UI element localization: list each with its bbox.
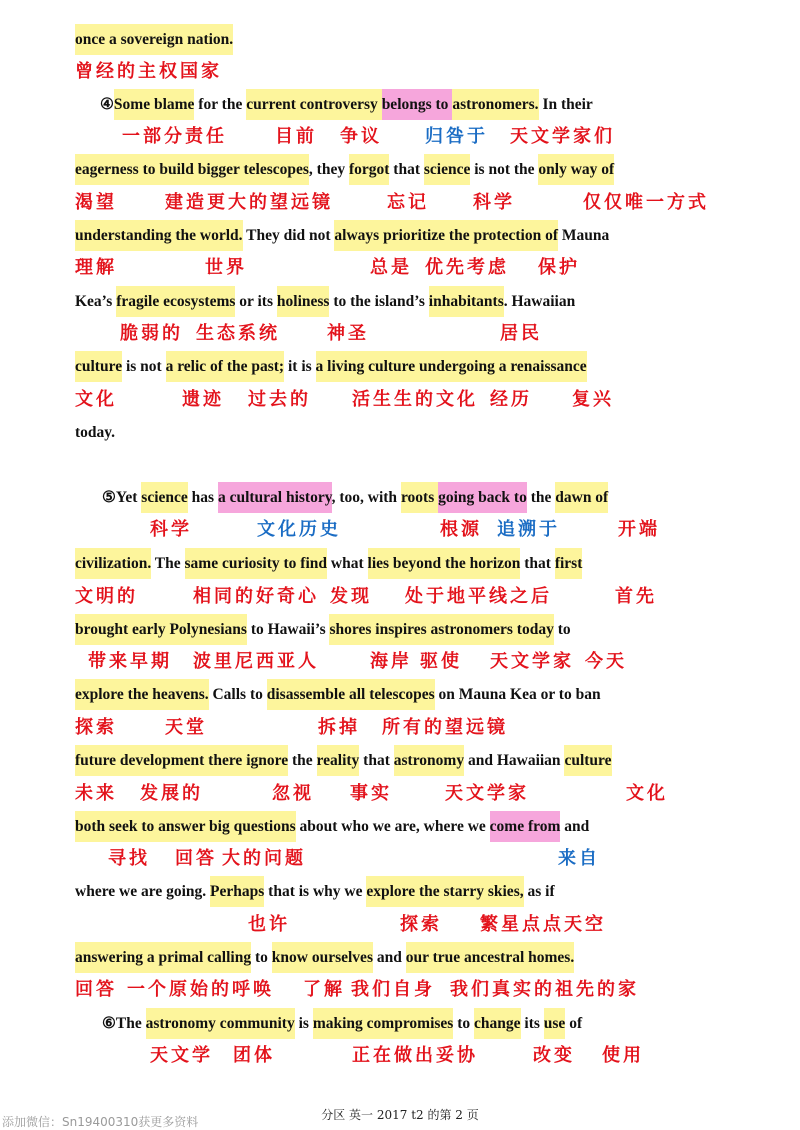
chinese-annotation: 忽视 bbox=[272, 783, 314, 804]
text-segment: a cultural history bbox=[218, 482, 332, 513]
annotation-row bbox=[0, 388, 800, 412]
text-segment: disassemble all telescopes bbox=[267, 679, 435, 710]
chinese-annotation: 遗迹 bbox=[182, 389, 224, 410]
text-segment: and bbox=[372, 949, 406, 966]
text-segment: as if bbox=[523, 883, 555, 900]
text-segment: come from bbox=[490, 811, 561, 842]
chinese-annotation: 拆掉 bbox=[318, 717, 360, 738]
text-segment: explore the heavens. bbox=[75, 679, 209, 710]
text-segment: a living culture undergoing a renaissance bbox=[316, 351, 587, 382]
chinese-annotation: 天堂 bbox=[165, 717, 207, 738]
annotation-row bbox=[0, 716, 800, 740]
annotation-row bbox=[0, 847, 800, 871]
chinese-annotation: 追溯于 bbox=[497, 519, 560, 540]
text-segment: always prioritize the protection of bbox=[334, 220, 558, 251]
annotation-row bbox=[0, 978, 800, 1002]
watermark-text: 添加微信：Sn19400310获更多资料 bbox=[2, 1115, 199, 1129]
text-segment: to the island’s bbox=[329, 293, 429, 310]
text-segment: change bbox=[474, 1008, 521, 1039]
text-segment: and bbox=[560, 818, 590, 835]
text-segment: The bbox=[151, 555, 185, 572]
text-line bbox=[75, 942, 574, 974]
chinese-annotation: 波里尼西亚人 bbox=[193, 651, 319, 672]
chinese-annotation: 保护 bbox=[538, 257, 580, 278]
text-segment: culture bbox=[564, 745, 611, 776]
text-segment: holiness bbox=[277, 286, 330, 317]
text-segment: is not the bbox=[470, 161, 539, 178]
text-segment: belongs to bbox=[382, 89, 453, 120]
chinese-annotation: 回答 bbox=[75, 979, 117, 1000]
text-segment: culture bbox=[75, 351, 122, 382]
chinese-annotation: 使用 bbox=[602, 1045, 644, 1066]
text-segment: fragile ecosystems bbox=[116, 286, 235, 317]
chinese-annotation: 探索 bbox=[400, 914, 442, 935]
annotation-row bbox=[0, 518, 800, 542]
text-segment: today. bbox=[75, 424, 116, 441]
text-segment: our true ancestral homes. bbox=[406, 942, 574, 973]
text-segment: to bbox=[453, 1015, 475, 1032]
text-segment: lies beyond the horizon bbox=[368, 548, 521, 579]
chinese-annotation: 科学 bbox=[473, 192, 515, 213]
text-segment: about who we are, where we bbox=[295, 818, 490, 835]
chinese-annotation: 海岸 bbox=[370, 651, 412, 672]
annotation-row bbox=[0, 60, 800, 84]
chinese-annotation: 也许 bbox=[248, 914, 290, 935]
text-segment: is not bbox=[122, 358, 166, 375]
text-segment: ⑥The bbox=[102, 1015, 146, 1032]
text-segment: Some blame bbox=[114, 89, 195, 120]
chinese-annotation: 建造更大的望远镜 bbox=[165, 192, 333, 213]
text-segment: going back to bbox=[438, 482, 527, 513]
text-segment: first bbox=[555, 548, 583, 579]
text-segment: to Hawaii’s bbox=[246, 621, 330, 638]
chinese-annotation: 了解 bbox=[303, 979, 345, 1000]
text-line bbox=[102, 1008, 582, 1040]
text-segment: ⑤Yet bbox=[102, 489, 142, 506]
text-segment: science bbox=[141, 482, 187, 513]
text-segment: same curiosity to find bbox=[185, 548, 328, 579]
chinese-annotation: 科学 bbox=[150, 519, 192, 540]
chinese-annotation: 文明的 bbox=[75, 586, 138, 607]
chinese-annotation: 天文学家 bbox=[490, 651, 574, 672]
annotation-row bbox=[0, 322, 800, 346]
chinese-annotation: 天文学家 bbox=[445, 783, 529, 804]
text-segment: current controversy bbox=[246, 89, 381, 120]
text-line bbox=[75, 679, 601, 711]
text-segment: future development there ignore bbox=[75, 745, 288, 776]
text-segment: only way of bbox=[538, 154, 614, 185]
text-segment: astronomy community bbox=[146, 1008, 295, 1039]
text-segment: shores inspires astronomers today bbox=[329, 614, 553, 645]
chinese-annotation: 总是 bbox=[370, 257, 412, 278]
chinese-annotation: 带来早期 bbox=[88, 651, 172, 672]
chinese-annotation: 我们真实的祖先的家 bbox=[450, 979, 639, 1000]
text-line bbox=[75, 24, 233, 56]
annotation-row bbox=[0, 256, 800, 280]
chinese-annotation: 事实 bbox=[350, 783, 392, 804]
text-segment: it is bbox=[284, 358, 316, 375]
chinese-annotation: 未来 bbox=[75, 783, 117, 804]
text-segment: what bbox=[327, 555, 368, 572]
text-segment: to bbox=[553, 621, 571, 638]
text-segment: inhabitants bbox=[429, 286, 504, 317]
chinese-annotation: 天文学家们 bbox=[510, 126, 615, 147]
annotation-row bbox=[0, 913, 800, 937]
chinese-annotation: 发现 bbox=[330, 586, 372, 607]
text-segment: or its bbox=[235, 293, 277, 310]
chinese-annotation: 世界 bbox=[205, 257, 247, 278]
chinese-annotation: 正在做出妥协 bbox=[352, 1045, 478, 1066]
chinese-annotation: 天文学 bbox=[150, 1045, 213, 1066]
text-segment: its bbox=[520, 1015, 544, 1032]
chinese-annotation: 优先考虑 bbox=[425, 257, 509, 278]
text-segment: Mauna bbox=[557, 227, 610, 244]
chinese-annotation: 我们自身 bbox=[351, 979, 435, 1000]
chinese-annotation: 开端 bbox=[618, 519, 660, 540]
text-line bbox=[100, 89, 593, 121]
chinese-annotation: 回答 bbox=[175, 848, 217, 869]
chinese-annotation: 仅仅唯一方式 bbox=[583, 192, 709, 213]
text-line bbox=[75, 351, 587, 383]
chinese-annotation: 今天 bbox=[585, 651, 627, 672]
chinese-annotation: 曾经的主权国家 bbox=[75, 61, 222, 82]
text-segment: They did not bbox=[242, 227, 335, 244]
chinese-annotation: 所有的望远镜 bbox=[382, 717, 508, 738]
chinese-annotation: 理解 bbox=[75, 257, 117, 278]
chinese-annotation: 来自 bbox=[558, 848, 600, 869]
annotation-row bbox=[0, 585, 800, 609]
chinese-annotation: 活生生的文化 bbox=[352, 389, 478, 410]
text-line bbox=[75, 154, 614, 186]
text-segment: the bbox=[526, 489, 556, 506]
chinese-annotation: 一个原始的呼唤 bbox=[127, 979, 274, 1000]
chinese-annotation: 首先 bbox=[615, 586, 657, 607]
text-segment: and Hawaiian bbox=[464, 752, 565, 769]
text-segment: Calls to bbox=[208, 686, 267, 703]
text-segment: forgot bbox=[349, 154, 389, 185]
text-segment: In their bbox=[538, 96, 593, 113]
text-segment: that bbox=[359, 752, 394, 769]
text-segment: of bbox=[565, 1015, 583, 1032]
chinese-annotation: 文化 bbox=[75, 389, 117, 410]
text-line bbox=[102, 482, 608, 514]
text-segment: roots bbox=[401, 482, 438, 513]
text-segment: use bbox=[544, 1008, 566, 1039]
chinese-annotation: 相同的好奇心 bbox=[193, 586, 319, 607]
text-line bbox=[75, 220, 609, 252]
paragraph-number: ④ bbox=[100, 96, 114, 113]
text-segment: a relic of the past; bbox=[166, 351, 285, 382]
text-segment: know ourselves bbox=[272, 942, 373, 973]
chinese-annotation: 文化 bbox=[626, 783, 668, 804]
chinese-annotation: 忘记 bbox=[387, 192, 429, 213]
text-segment: understanding the world. bbox=[75, 220, 243, 251]
annotation-row bbox=[0, 782, 800, 806]
chinese-annotation: 一部分责任 bbox=[122, 126, 227, 147]
text-segment: civilization. bbox=[75, 548, 151, 579]
text-line bbox=[75, 286, 575, 318]
chinese-annotation: 经历 bbox=[490, 389, 532, 410]
text-line bbox=[75, 811, 589, 843]
chinese-annotation: 复兴 bbox=[572, 389, 614, 410]
text-segment: Perhaps bbox=[210, 876, 264, 907]
text-segment: that is why we bbox=[264, 883, 367, 900]
text-segment: the bbox=[288, 752, 317, 769]
text-segment: , they bbox=[308, 161, 349, 178]
text-segment: once a sovereign nation. bbox=[75, 24, 233, 55]
annotation-row bbox=[0, 1044, 800, 1068]
chinese-annotation: 归咎于 bbox=[425, 126, 488, 147]
text-segment: . Hawaiian bbox=[503, 293, 576, 310]
chinese-annotation: 驱使 bbox=[420, 651, 462, 672]
chinese-annotation: 团体 bbox=[233, 1045, 275, 1066]
text-segment: is bbox=[294, 1015, 313, 1032]
chinese-annotation: 目前 bbox=[275, 126, 317, 147]
text-line bbox=[75, 745, 612, 777]
chinese-annotation: 探索 bbox=[75, 717, 117, 738]
chinese-annotation: 寻找 bbox=[108, 848, 150, 869]
chinese-annotation: 大的问题 bbox=[222, 848, 306, 869]
text-segment: astronomy bbox=[394, 745, 464, 776]
text-segment: on Mauna Kea or to ban bbox=[434, 686, 601, 703]
text-segment: , too, with bbox=[331, 489, 401, 506]
chinese-annotation: 渴望 bbox=[75, 192, 117, 213]
chinese-annotation: 居民 bbox=[500, 323, 542, 344]
text-segment: explore the starry skies, bbox=[366, 876, 523, 907]
annotation-row bbox=[0, 191, 800, 215]
text-segment: reality bbox=[317, 745, 360, 776]
chinese-annotation: 生态系统 bbox=[196, 323, 280, 344]
text-segment: brought early Polynesians bbox=[75, 614, 247, 645]
chinese-annotation: 争议 bbox=[340, 126, 382, 147]
text-line bbox=[75, 614, 571, 646]
chinese-annotation: 改变 bbox=[533, 1045, 575, 1066]
text-segment: answering a primal calling bbox=[75, 942, 251, 973]
chinese-annotation: 文化历史 bbox=[257, 519, 341, 540]
text-segment: that bbox=[520, 555, 555, 572]
text-segment: both seek to answer big questions bbox=[75, 811, 296, 842]
text-segment: for the bbox=[194, 96, 247, 113]
chinese-annotation: 根源 bbox=[440, 519, 482, 540]
text-segment: where we are going. bbox=[75, 883, 211, 900]
page-footer: 分区 英一 2017 t2 的第 2 页 bbox=[321, 1108, 479, 1122]
annotation-row bbox=[0, 125, 800, 149]
chinese-annotation: 处于地平线之后 bbox=[405, 586, 552, 607]
text-line bbox=[75, 876, 555, 908]
text-line bbox=[75, 548, 582, 580]
text-segment: has bbox=[187, 489, 218, 506]
chinese-annotation: 过去的 bbox=[248, 389, 311, 410]
annotation-row bbox=[0, 650, 800, 674]
chinese-annotation: 发展的 bbox=[140, 783, 203, 804]
text-segment: to bbox=[251, 949, 272, 966]
chinese-annotation: 脆弱的 bbox=[120, 323, 183, 344]
text-segment: eagerness to build bigger telescopes bbox=[75, 154, 309, 185]
text-segment: science bbox=[424, 154, 470, 185]
text-line bbox=[75, 417, 115, 449]
text-segment: Kea’s bbox=[75, 293, 117, 310]
text-segment: astronomers. bbox=[452, 89, 538, 120]
chinese-annotation: 繁星点点天空 bbox=[480, 914, 606, 935]
text-segment: dawn of bbox=[555, 482, 608, 513]
chinese-annotation: 神圣 bbox=[327, 323, 369, 344]
text-segment: making compromises bbox=[313, 1008, 454, 1039]
text-segment: that bbox=[389, 161, 424, 178]
